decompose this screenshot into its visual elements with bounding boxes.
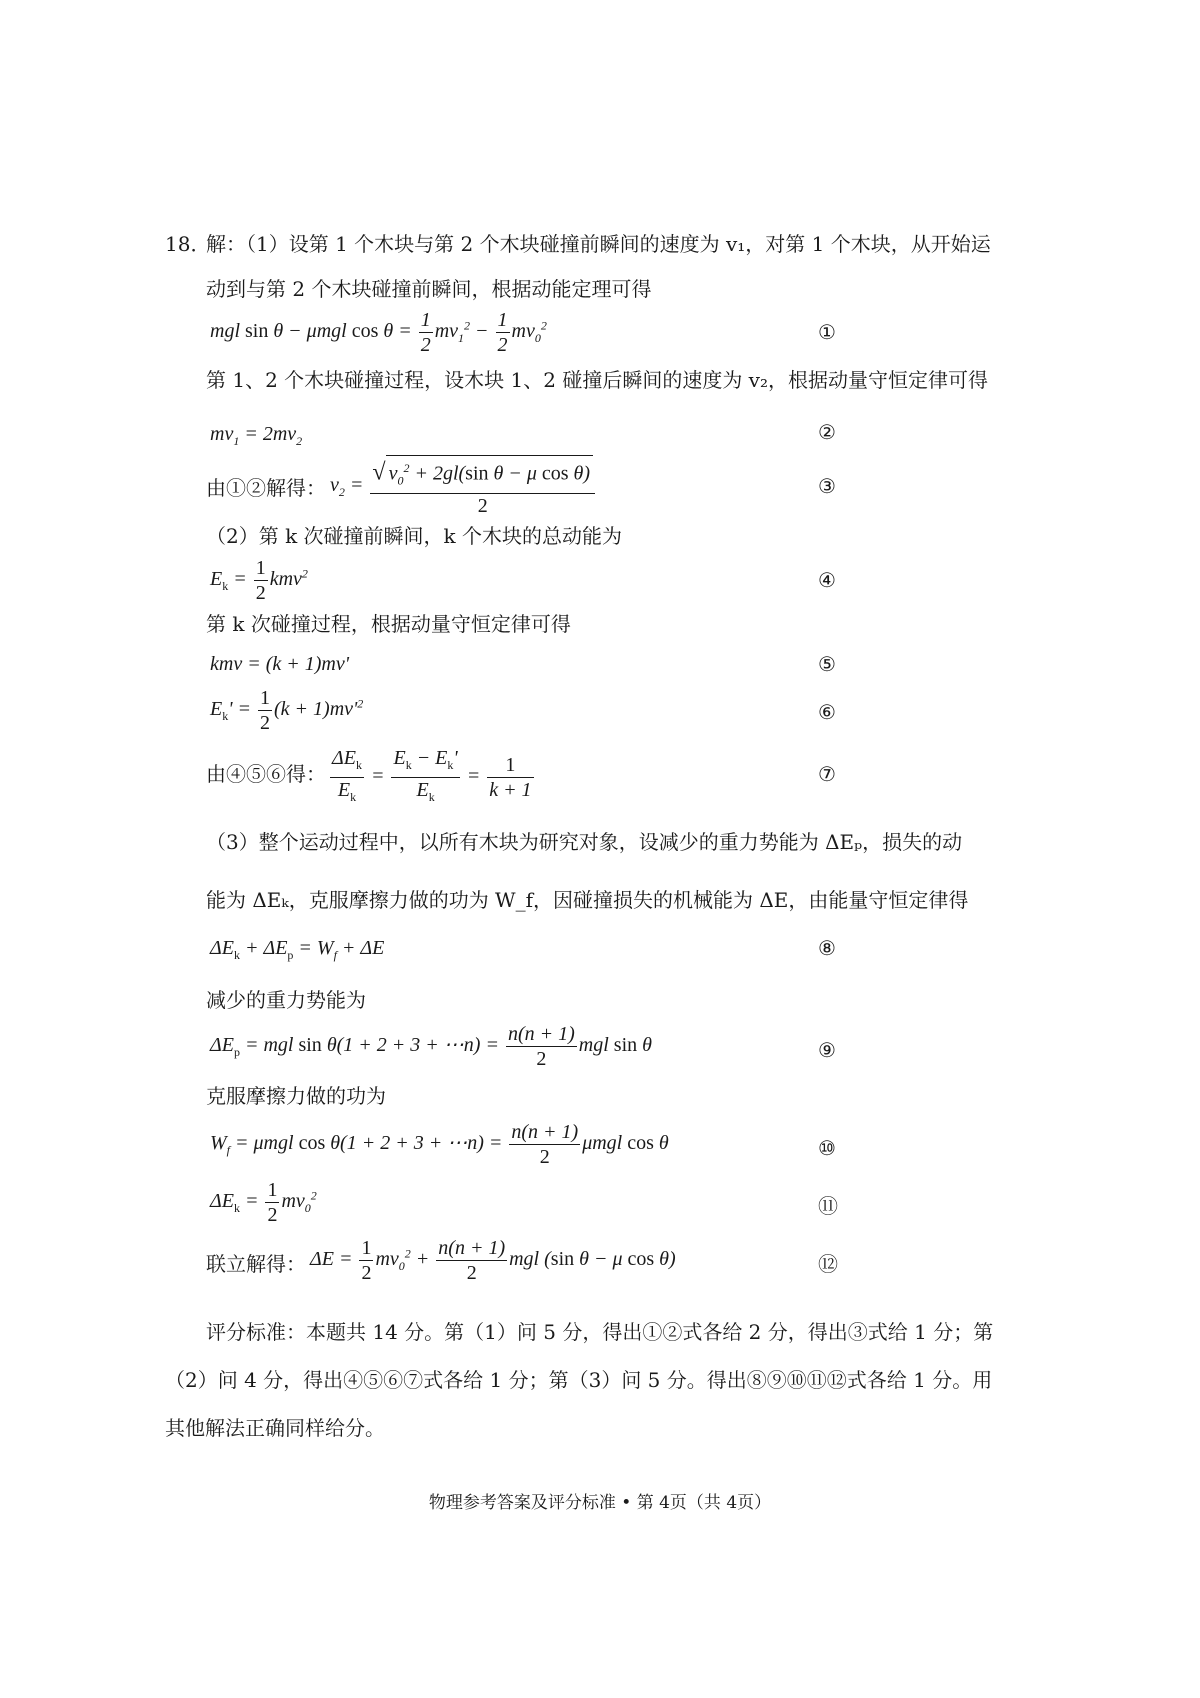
collision-k-text: 第 k 次碰撞过程，根据动量守恒定律可得	[206, 612, 571, 636]
equation-7: $\frac{\Delta E_k}{E_k}$ = $\frac{E_k - E_k'}{E_k}$ = $\frac{1}{k + 1}$	[328, 746, 536, 809]
equation-number-1: ①	[818, 320, 836, 344]
page-footer: 物理参考答案及评分标准 • 第 4页（共 4页）	[428, 1493, 772, 1513]
equation-number-2: ②	[818, 420, 836, 444]
equation-number-5: ⑤	[818, 652, 836, 676]
intro-line-2: 动到与第 2 个木块碰撞前瞬间，根据动能定理可得	[206, 277, 652, 301]
equation-3: $v_2$ = $\frac{√ v_0^2 + 2gl(\sin \theta - \mu \cos \theta)}{2}$	[330, 455, 597, 518]
solve-456-text: 由④⑤⑥得：	[206, 762, 326, 786]
solve-12-text: 由①②解得：	[206, 476, 326, 500]
equation-number-11: ⑪	[818, 1194, 838, 1218]
equation-12: ΔE = $\frac{1}{2}$ $mv_0^2$ + $\frac{n(n + 1)}{2}$ mgl (sin θ − μ cos θ)	[310, 1237, 676, 1284]
part2-intro: （2）第 k 次碰撞前瞬间，k 个木块的总动能为	[206, 524, 623, 548]
collision-12-text: 第 1、2 个木块碰撞过程，设木块 1、2 碰撞后瞬间的速度为 v₂，根据动量守恒定律可得	[206, 368, 989, 392]
equation-number-9: ⑨	[818, 1038, 836, 1062]
scoring-line-3: 其他解法正确同样给分。	[165, 1416, 385, 1440]
part3-line-1: （3）整个运动过程中，以所有木块为研究对象，设减少的重力势能为 ΔEₚ，损失的动	[206, 830, 963, 854]
equation-number-4: ④	[818, 568, 836, 592]
equation-number-12: ⑫	[818, 1252, 838, 1276]
problem-number: 18．	[165, 232, 211, 256]
equation-8: $\Delta E_k + \Delta E_p = W_f + \Delta E$	[210, 937, 385, 962]
equation-6: $E_k'$ = $\frac{1}{2}$ $(k + 1)mv'^2$	[210, 687, 364, 734]
intro-line-1: 解：（1）设第 1 个木块与第 2 个木块碰撞前瞬间的速度为 v₁，对第 1 个木块，从开始运	[206, 232, 991, 256]
equation-1: mgl sin θ − μmgl cos θ = $\frac{1}{2}$ $mv_1^2$ − $\frac{1}{2}$ $mv_0^2$	[210, 309, 547, 356]
equation-9: $\Delta E_p$ = mgl sin θ(1 + 2 + 3 + ⋯n) = $\frac{n(n + 1)}{2}$ mgl sin θ	[210, 1023, 652, 1070]
equation-number-3: ③	[818, 474, 836, 498]
equation-number-7: ⑦	[818, 762, 836, 786]
equation-5: kmv = (k + 1)mv'	[210, 653, 349, 675]
equation-number-10: ⑩	[818, 1136, 836, 1160]
potential-text: 减少的重力势能为	[206, 988, 366, 1012]
friction-text: 克服摩擦力做的功为	[206, 1084, 386, 1108]
scoring-line-1: 评分标准：本题共 14 分。第（1）问 5 分，得出①②式各给 2 分，得出③式给 1 分；第	[206, 1320, 994, 1344]
combine-text: 联立解得：	[206, 1252, 306, 1276]
equation-number-6: ⑥	[818, 700, 836, 724]
scoring-line-2: （2）问 4 分，得出④⑤⑥⑦式各给 1 分；第（3）问 5 分。得出⑧⑨⑩⑪⑫式各给 1 分。用	[165, 1368, 993, 1392]
equation-2: $mv_1 = 2mv_2$	[210, 423, 303, 448]
part3-line-2: 能为 ΔEₖ，克服摩擦力做的功为 W_f，因碰撞损失的机械能为 ΔE，由能量守恒定律得	[206, 888, 969, 912]
equation-number-8: ⑧	[818, 936, 836, 960]
equation-10: $W_f = \mu mgl$ cos θ(1 + 2 + 3 + ⋯n) = $\frac{n(n + 1)}{2}$ μmgl cos θ	[210, 1121, 669, 1168]
equation-4: $E_k$ = $\frac{1}{2}$ kmv$^2$	[210, 557, 308, 604]
equation-11: $\Delta E_k$ = $\frac{1}{2}$ $mv_0^2$	[210, 1179, 317, 1226]
